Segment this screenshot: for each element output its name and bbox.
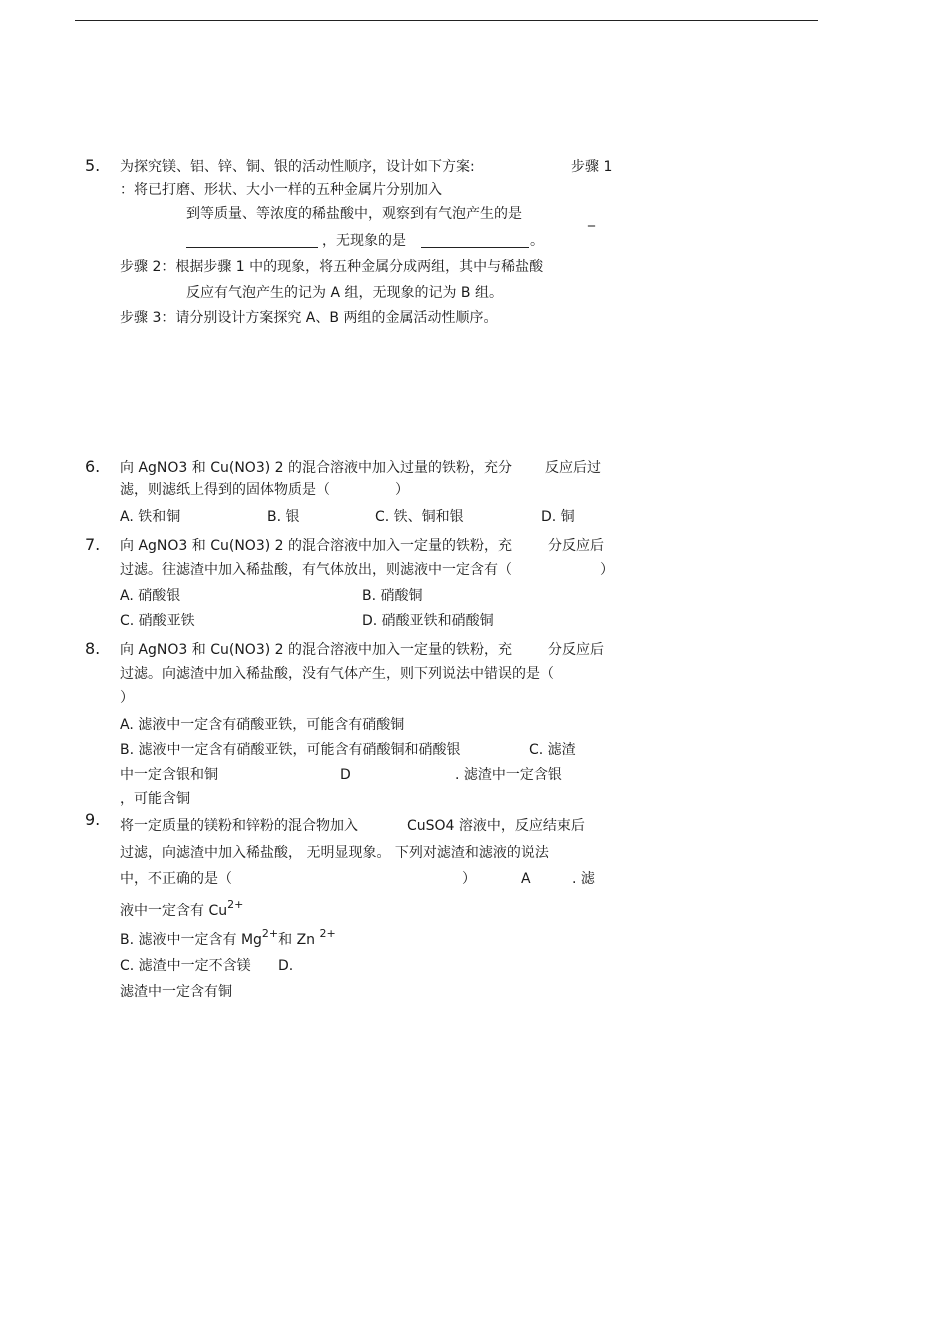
q7-option-a[interactable]: A. 硝酸银 bbox=[120, 588, 181, 604]
q9-option-a-letter[interactable]: A bbox=[521, 871, 531, 887]
q8-option-c-end: 中一定含银和铜 bbox=[120, 767, 218, 783]
q7-line2: 过滤。往滤渣中加入稀盐酸，有气体放出，则滤液中一定含有（ bbox=[120, 562, 512, 578]
q8-option-b[interactable]: B. 滤液中一定含有硝酸亚铁，可能含有硝酸铜和硝酸银 bbox=[120, 742, 461, 758]
q5-step3: 步骤 3：请分别设计方案探究 A、B 两组的金属活动性顺序。 bbox=[120, 310, 498, 326]
cu-charge: 2+ bbox=[227, 898, 244, 911]
q9-option-d-letter[interactable]: D. bbox=[278, 958, 294, 974]
q8-option-c-start[interactable]: C. 滤渣 bbox=[529, 742, 576, 758]
q5-line4-end: 。 bbox=[530, 233, 544, 249]
q9-line1-end: CuSO4 溶液中，反应结束后 bbox=[407, 818, 585, 834]
q5-number: 5. bbox=[85, 156, 101, 175]
q7-option-c[interactable]: C. 硝酸亚铁 bbox=[120, 613, 195, 629]
q9-number: 9. bbox=[85, 810, 101, 829]
q5-line2: ：将已打磨、形状、大小一样的五种金属片分别加入 bbox=[120, 182, 442, 198]
zn-charge: 2+ bbox=[319, 927, 336, 940]
q8-option-d-letter[interactable]: D bbox=[340, 767, 351, 783]
q9-line3: 中，不正确的是（ bbox=[120, 871, 232, 887]
q9-line3-paren: ） bbox=[462, 871, 476, 887]
q6-option-c[interactable]: C. 铁、铜和银 bbox=[375, 509, 464, 525]
q5-step2-line1: 步骤 2：根据步骤 1 中的现象，将五种金属分成两组，其中与稀盐酸 bbox=[120, 259, 544, 275]
q5-line1-step: 步骤 1 bbox=[571, 159, 613, 175]
mg-charge: 2+ bbox=[261, 927, 279, 940]
q7-line1-end: 分反应后 bbox=[548, 538, 604, 554]
q8-line2: 过滤。向滤渣中加入稀盐酸，没有气体产生，则下列说法中错误的是（ bbox=[120, 666, 554, 682]
q6-line2: 滤，则滤纸上得到的固体物质是（ bbox=[120, 482, 330, 498]
q8-option-d-text: . 滤渣中一定含银 bbox=[455, 767, 562, 783]
q9-line2: 过滤，向滤渣中加入稀盐酸， 无明显现象。 下列对滤渣和滤液的说法 bbox=[120, 845, 549, 861]
q5-line3-dash: _ bbox=[588, 211, 595, 227]
q8-line3: ） bbox=[120, 690, 134, 706]
q7-line2-end: ） bbox=[600, 562, 614, 578]
q5-line1: 为探究镁、铝、锌、铜、银的活动性顺序，设计如下方案: bbox=[120, 159, 475, 175]
q6-option-d[interactable]: D. 铜 bbox=[541, 509, 575, 525]
q5-answer-blank-2[interactable] bbox=[421, 247, 529, 248]
header-rule bbox=[75, 20, 818, 21]
q9-option-c[interactable]: C. 滤渣中一定不含镁 bbox=[120, 958, 251, 974]
q8-number: 8. bbox=[85, 639, 101, 658]
q7-line1: 向 AgNO3 和 Cu(NO3) 2 的混合溶液中加入一定量的铁粉，充 bbox=[120, 538, 512, 554]
q9-line1: 将一定质量的镁粉和锌粉的混合物加入 bbox=[120, 818, 358, 834]
q9-option-a-start: . 滤 bbox=[572, 871, 595, 887]
q8-line1-end: 分反应后 bbox=[548, 642, 604, 658]
q5-line4: ，无现象的是 bbox=[322, 233, 406, 249]
q8-line1: 向 AgNO3 和 Cu(NO3) 2 的混合溶液中加入一定量的铁粉，充 bbox=[120, 642, 512, 658]
q5-step2-line2: 反应有气泡产生的记为 A 组，无现象的记为 B 组。 bbox=[186, 285, 503, 301]
q7-option-b[interactable]: B. 硝酸铜 bbox=[362, 588, 423, 604]
q9-option-b[interactable]: B. 滤液中一定含有 $Mg^{2+}$和 Zn $^{2+}$ bbox=[120, 927, 336, 948]
q6-option-b[interactable]: B. 银 bbox=[267, 509, 300, 525]
q6-option-a[interactable]: A. 铁和铜 bbox=[120, 509, 181, 525]
q6-number: 6. bbox=[85, 457, 101, 476]
q6-line2-end: ） bbox=[395, 482, 409, 498]
q7-number: 7. bbox=[85, 535, 101, 554]
q5-line3: 到等质量、等浓度的稀盐酸中，观察到有气泡产生的是 bbox=[186, 206, 522, 222]
q8-option-d-end: ，可能含铜 bbox=[120, 791, 190, 807]
q6-line1: 向 AgNO3 和 Cu(NO3) 2 的混合溶液中加入过量的铁粉，充分 bbox=[120, 460, 512, 476]
q6-line1-end: 反应后过 bbox=[545, 460, 601, 476]
q8-option-a[interactable]: A. 滤液中一定含有硝酸亚铁，可能含有硝酸铜 bbox=[120, 717, 405, 733]
q5-answer-blank-1[interactable] bbox=[186, 247, 318, 248]
q9-option-d-text: 滤渣中一定含有铜 bbox=[120, 984, 232, 1000]
q7-option-d[interactable]: D. 硝酸亚铁和硝酸铜 bbox=[362, 613, 494, 629]
q9-option-a-text: 液中一定含有 $Cu^{2+}$ bbox=[120, 898, 244, 919]
